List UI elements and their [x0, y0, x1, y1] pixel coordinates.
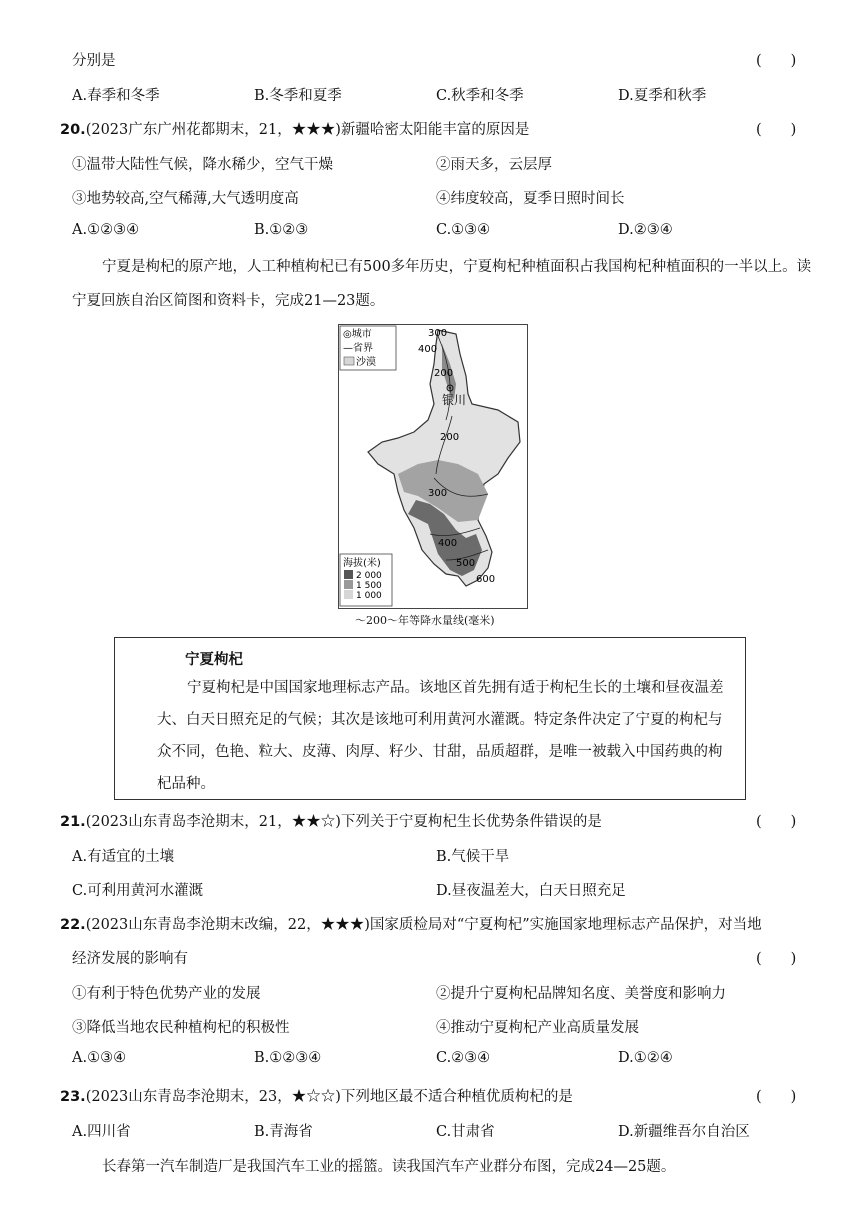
isoline-label: 200 [434, 368, 454, 379]
option-c: C.甘肃省 [436, 1124, 495, 1140]
elevation-value: 1 000 [356, 591, 382, 601]
question-number: 22. [60, 917, 86, 933]
question-stem-tail: 分别是 [72, 53, 116, 69]
elevation-legend-title: 海拔(米) [343, 558, 381, 569]
question-text: (2023山东青岛李沧期末改编，22，★★★)国家质检局对“宁夏枸杞”实施国家地理标志产品保护，对当地 [85, 917, 762, 933]
option-c: C.②③④ [436, 1050, 491, 1066]
option-d: D.新疆维吾尔自治区 [618, 1124, 750, 1140]
option-a: A.①③④ [72, 1050, 127, 1066]
option-d: D.夏季和秋季 [618, 88, 707, 104]
option-d: D.①②④ [618, 1050, 673, 1066]
statement-3: ③地势较高,空气稀薄,大气透明度高 [72, 191, 299, 207]
question-number: 23. [60, 1089, 86, 1105]
isoline-label: 300 [428, 488, 448, 499]
card-body: 宁夏枸杞是中国国家地理标志产品。该地区首先拥有适于枸杞生长的土壤和昼夜温差大、白天日照充足的气候；其次是该地可利用黄河水灌溉。特定条件决定了宁夏的枸杞与众不同，色艳、粒大、皮薄、肉厚、籽少、甘甜，品质超群，是唯一被载入中国药典的枸杞品种。 [157, 680, 724, 792]
option-b: B.青海省 [254, 1124, 313, 1140]
statement-2: ②提升宁夏枸杞品牌知名度、美誉度和影响力 [436, 986, 726, 1002]
question-text: (2023广东广州花都期末，21，★★★)新疆哈密太阳能丰富的原因是 [85, 122, 530, 138]
question-number: 20. [60, 122, 86, 138]
ningxia-map [338, 324, 528, 610]
question-22 [60, 913, 762, 934]
option-d: D.②③④ [618, 222, 673, 238]
elevation-swatch [344, 590, 353, 599]
question-number: 21. [60, 814, 86, 830]
isoline-label: 400 [438, 538, 458, 549]
elevation-value: 2 000 [356, 571, 382, 581]
isoline-label: 600 [476, 574, 496, 585]
answer-parenthesis: ( ) [756, 814, 797, 830]
option-c: C.①③④ [436, 222, 491, 238]
question-23 [60, 1085, 573, 1106]
answer-parenthesis: ( ) [756, 951, 797, 967]
card-title: 宁夏枸杞 [185, 651, 243, 668]
option-a: A.四川省 [72, 1124, 131, 1140]
question-21 [60, 810, 602, 831]
option-a: A.有适宜的土壤 [72, 849, 175, 865]
question-20 [60, 118, 529, 139]
option-b: B.气候干旱 [436, 849, 510, 865]
reading-passage-2: 长春第一汽车制造厂是我国汽车工业的摇篮。读我国汽车产业群分布图，完成24—25题。 [102, 1159, 676, 1175]
answer-parenthesis: ( ) [756, 1089, 797, 1105]
option-b: B.①②③④ [254, 1050, 322, 1066]
elevation-swatch [344, 570, 353, 579]
elevation-swatch [344, 580, 353, 589]
question-text: (2023山东青岛李沧期末，21，★★☆)下列关于宁夏枸杞生长优势条件错误的是 [85, 814, 602, 830]
info-card [114, 637, 746, 800]
statement-1: ①温带大陆性气候，降水稀少，空气干燥 [72, 157, 333, 173]
isoline-label: 300 [428, 328, 448, 339]
statement-4: ④推动宁夏枸杞产业高质量发展 [436, 1020, 639, 1036]
isoline-label: 500 [456, 558, 476, 569]
answer-parenthesis: ( ) [756, 122, 797, 138]
option-a: A.春季和冬季 [72, 88, 160, 104]
elevation-value: 1 500 [356, 581, 382, 591]
city-label: 银川 [442, 393, 467, 407]
legend-border: —省界 [343, 343, 373, 354]
statement-2: ②雨天多，云层厚 [436, 157, 552, 173]
isoline-label: 200 [440, 432, 460, 443]
answer-parenthesis: ( ) [756, 53, 797, 69]
option-d: D.昼夜温差大，白天日照充足 [436, 883, 626, 899]
map-caption: ～200～年等降水量线(毫米) [355, 614, 495, 627]
reading-passage: 宁夏是枸杞的原产地，人工种植枸杞已有500多年历史，宁夏枸杞种植面积占我国枸杞种植面积的一半以上。读宁夏回族自治区简图和资料卡，完成21—23题。 [72, 259, 812, 309]
statement-4: ④纬度较高，夏季日照时间长 [436, 191, 625, 207]
question-text: (2023山东青岛李沧期末，23，★☆☆)下列地区最不适合种植优质枸杞的是 [85, 1089, 573, 1105]
option-a: A.①②③④ [72, 222, 140, 238]
option-b: B.冬季和夏季 [254, 88, 342, 104]
option-c: C.秋季和冬季 [436, 88, 524, 104]
legend-city: ◎城市 [343, 329, 372, 340]
statement-1: ①有利于特色优势产业的发展 [72, 986, 261, 1002]
isoline-label: 400 [418, 344, 438, 355]
statement-3: ③降低当地农民种植枸杞的积极性 [72, 1020, 290, 1036]
legend-desert: 沙漠 [356, 357, 376, 368]
question-text-continued: 经济发展的影响有 [72, 951, 188, 967]
option-c: C.可利用黄河水灌溉 [72, 883, 204, 899]
legend-desert-swatch [344, 357, 354, 365]
option-b: B.①②③ [254, 222, 309, 238]
